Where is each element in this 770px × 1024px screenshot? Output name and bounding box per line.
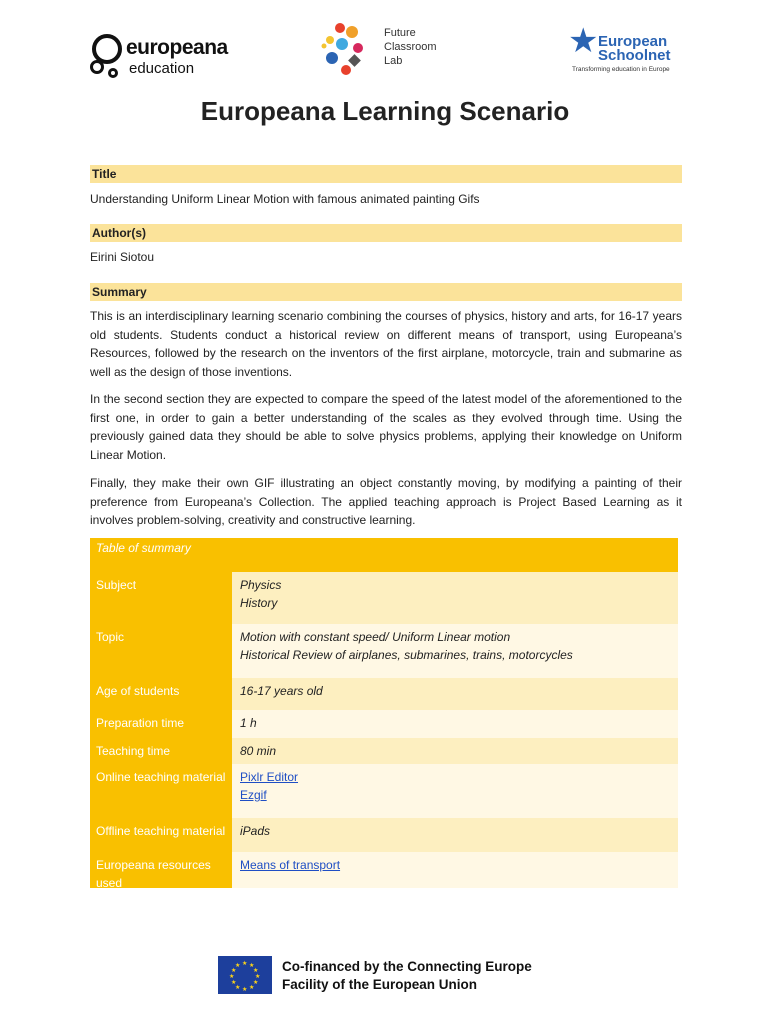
age-value: 16-17 years old [232,678,678,710]
pixlr-editor-link[interactable]: Pixlr Editor [240,770,299,784]
summary-table-header-label: Table of summary [96,541,191,555]
european-schoolnet-logo [568,24,688,80]
europeana-logo-word: europeana [126,36,228,59]
summary-paragraph-3: Finally, they make their own GIF illustrating an object constantly moving, by modifying a painting of their preference from Europeana’s Collection. The applied teaching approach is Project Based Learning as it involves problem-solving, creativity and constructive learning. [90,476,682,527]
subject-label: Subject [90,572,232,624]
section-header-title: Title [90,165,682,183]
eu-cofinance-footer [218,956,558,996]
ezgif-link[interactable]: Ezgif [240,788,267,802]
online-value [232,764,678,818]
resources-label: Europeana resources used [90,852,232,888]
online-label: Online teaching material [90,764,232,818]
europeana-logo-subtitle: education [129,60,195,77]
fcl-logo-text: Future Classroom Lab [384,27,437,67]
scenario-title-value: Understanding Uniform Linear Motion with famous animated painting Gifs [90,192,480,206]
table-row-offline [90,818,678,852]
authors-value: Eirini Siotou [90,250,155,264]
section-header-summary: Summary [90,283,682,301]
future-classroom-lab-logo [318,20,448,80]
europeana-education-logo [90,32,240,80]
table-row-age [90,678,678,710]
summary-paragraph-2: In the second section they are expected to compare the speed of the latest model of the aforementioned to the first one, in order to gain a better understanding of the scales as they evolved through time. Using the previously gained data they should be able to solve physics problems, applying their knowledge on Uniform Linear Motion. [90,392,682,462]
summary-paragraph-1: This is an interdisciplinary learning scenario combining the courses of physics, history and arts, for 16-17 years old students. Students conduct a historical review on different means of transport, using Europeana’s Resources, followed by the research on the inventors of the first airplane, motorcycle, train and submarine as well as the design of those inventions. [90,309,682,379]
table-row-preparation [90,710,678,738]
means-of-transport-link[interactable]: Means of transport [240,858,341,872]
table-row-resources [90,852,678,888]
table-row-subject [90,572,678,624]
esn-logo-line1: European [598,33,668,50]
teaching-value: 80 min [232,738,678,764]
europeana-logo-dot-icon [90,60,104,74]
cofinance-text: Co-financed by the Connecting Europe Facility of the European Union [282,959,532,992]
preparation-value: 1 h [232,710,678,738]
section-header-authors: Author(s) [90,224,682,242]
topic-label: Topic [90,624,232,678]
offline-label: Offline teaching material [90,818,232,852]
summary-table-header [90,538,678,572]
topic-value: Motion with constant speed/ Uniform Linear motion Historical Review of airplanes, submarines, trains, motorcycles [232,624,678,678]
esn-logo-line2: Schoolnet [598,47,671,64]
future-classroom-lab-icon [318,20,378,80]
preparation-label: Preparation time [90,710,232,738]
europeana-logo-dot-small-icon [108,68,118,78]
offline-value: iPads [232,818,678,852]
subject-value: Physics History [232,572,678,624]
age-label: Age of students [90,678,232,710]
star-icon: ★ [568,22,599,60]
resources-value [232,852,678,888]
teaching-label: Teaching time [90,738,232,764]
eu-flag-icon: ★ ★ ★ ★ ★ ★ ★ ★ ★ ★ ★ ★ [218,956,272,994]
table-row-teaching [90,738,678,764]
esn-logo-tagline: Transforming education in Europe [572,66,670,73]
table-row-topic [90,624,678,678]
table-row-online [90,764,678,818]
document-title: Europeana Learning Scenario [200,96,570,126]
